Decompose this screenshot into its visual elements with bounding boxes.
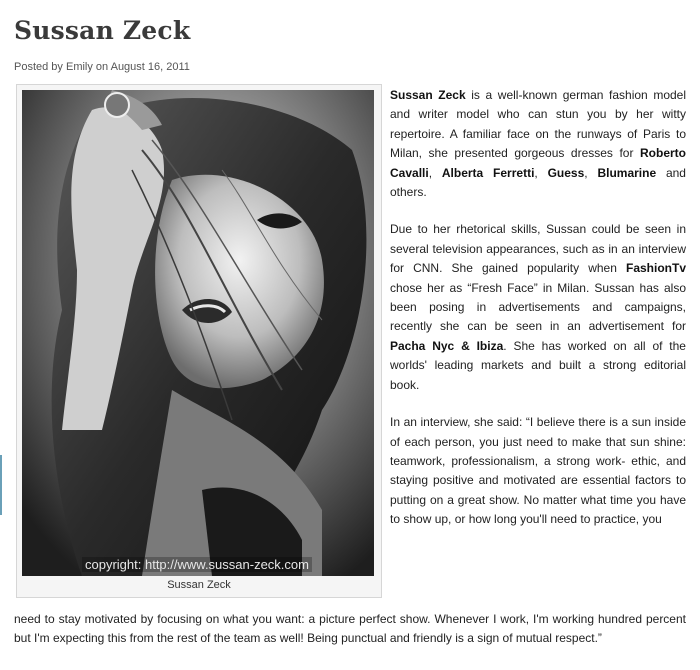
article — [14, 0, 686, 646]
bold-name: Sussan Zeck — [390, 88, 466, 102]
bold-brand: Pacha Nyc & Ibiza — [390, 338, 504, 353]
article-title[interactable]: Sussan Zeck — [14, 16, 191, 45]
bold-brand: Alberta Ferretti — [441, 165, 535, 180]
bold-brand: FashionTv — [625, 261, 686, 276]
paragraph-3: In an interview, she said: “I believe there is a sun inside of each person, you just need to make that sun shine: teamwork, professionalism, a strong work- ethic, and staying positive and motivated are essential factors to putting on a great show. No matter what time you have to show up, or how long you'll need to practice, you — [390, 415, 686, 527]
paragraph-3-continued: need to stay motivated by focusing on what you want: a picture perfect show. Whenever I work, I'm working hundred percent but I'm expecting this from the rest of the team as well! Being punctual and friendly is a sign of mutual respect.” — [14, 612, 686, 646]
left-edge-accent — [0, 455, 2, 515]
article-figure — [16, 84, 382, 598]
paragraph-1: Sussan Zeck is a well-known german fashion model and writer model who can stun you by her witty repertoire. A familiar face on the runways of Paris to Milan, she presented gorgeous dresses for Roberto Cavalli, Alberta Ferretti, Guess, Blumarine and others. — [390, 88, 686, 200]
photo-copyright-watermark: copyright: http://www.sussan-zeck.com — [82, 557, 312, 572]
photo-illustration — [22, 90, 374, 576]
paragraph-2: Due to her rhetorical skills, Sussan could be seen in several television appearances, such as in an interview for CNN. She gained popularity when FashionTv chose her as “Fresh Face” in Milan. Sussan has also been posing in advertisements and campaigns, recently she can be seen in an advertisement for Pacha Nyc & Ibiza. She has worked on all of the worlds' leading markets and built a strong editorial book. — [390, 222, 686, 392]
bold-brand: Guess — [547, 165, 585, 180]
post-meta: Posted by Emily on August 16, 2011 — [14, 61, 190, 73]
bold-brand: Roberto Cavalli — [390, 146, 686, 180]
photo-caption: Sussan Zeck — [167, 579, 231, 591]
bold-brand: Blumarine — [597, 165, 657, 180]
article-body — [390, 86, 686, 548]
model-photo[interactable] — [22, 90, 374, 576]
